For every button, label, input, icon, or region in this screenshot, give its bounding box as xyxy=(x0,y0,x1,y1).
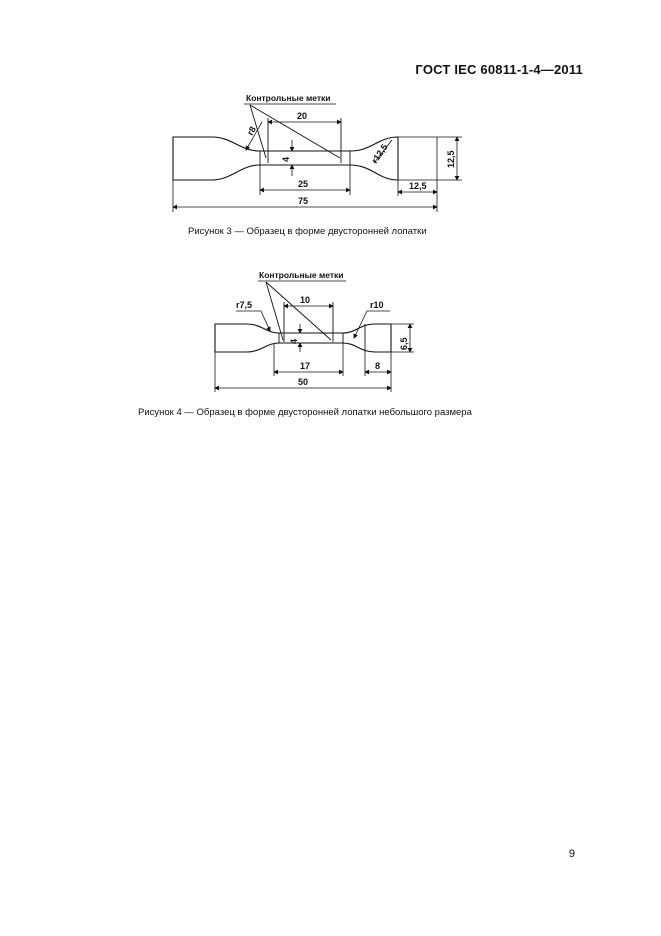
fig4-dim-total: 50 xyxy=(298,377,309,387)
document-header: ГОСТ IEC 60811-1-4—2011 xyxy=(415,62,583,77)
fig3-dim-width-narrow: 4 xyxy=(281,156,291,162)
fig3-radius-right: r12,5 xyxy=(369,142,390,166)
fig4-dim-gauge: 10 xyxy=(300,295,311,305)
fig4-dim-width-narrow: 4 xyxy=(289,338,299,344)
fig3-dim-end-len: 12,5 xyxy=(409,181,427,191)
fig4-dim-end-width: 6,5 xyxy=(399,337,409,350)
fig4-marks-label: Контрольные метки xyxy=(259,270,344,280)
fig4-dim-end-len: 8 xyxy=(375,361,381,371)
fig3-dim-end-width: 12,5 xyxy=(446,150,456,168)
fig3-dim-total: 75 xyxy=(298,196,309,206)
fig4-dim-narrow-len: 17 xyxy=(300,361,311,371)
fig3-dim-gauge: 20 xyxy=(297,111,308,121)
page-number: 9 xyxy=(568,848,575,860)
fig3-marks-label: Контрольные метки xyxy=(246,93,331,103)
figure-4-caption: Рисунок 4 — Образец в форме двусторонней лопатки небольшого размера xyxy=(138,407,472,418)
fig3-dim-narrow-len: 25 xyxy=(298,179,309,189)
fig4-radius-right: r10 xyxy=(370,300,384,310)
fig3-radius-left: r8 xyxy=(245,124,258,137)
figure-3-caption: Рисунок 3 — Образец в форме двусторонней лопатки xyxy=(188,226,427,237)
fig4-radius-left: r7,5 xyxy=(236,300,253,310)
